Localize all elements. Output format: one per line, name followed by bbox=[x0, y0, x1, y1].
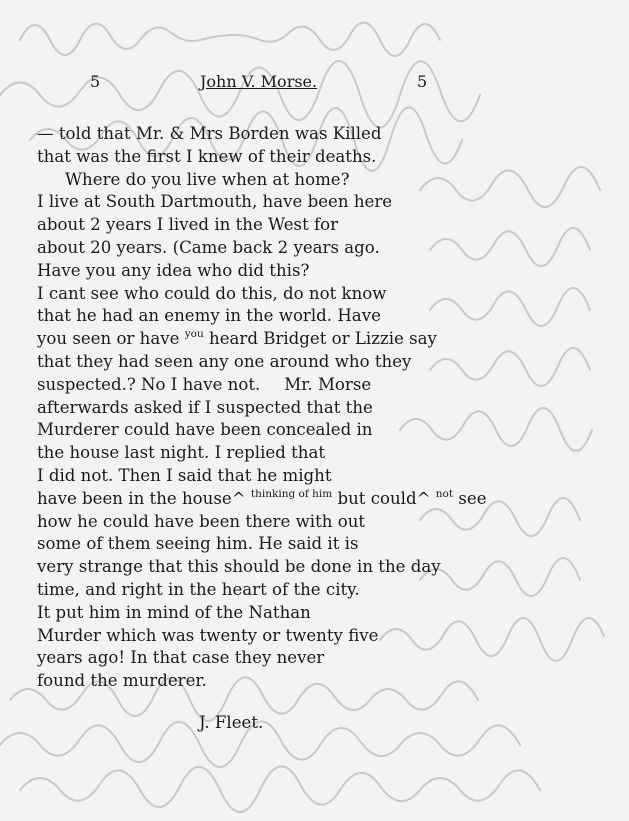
text-line bbox=[37, 488, 622, 511]
text-line: some of them seeing him. He said it is bbox=[37, 534, 359, 554]
text-segment: have been in the house^ bbox=[37, 488, 246, 508]
page-number-right: 5 bbox=[417, 72, 428, 91]
text-line: I live at South Dartmouth, have been here bbox=[37, 192, 393, 212]
text-segment: but could^ bbox=[337, 488, 431, 508]
text-line: Murderer could have been concealed in bbox=[37, 420, 373, 440]
text-line: the house last night. I replied that bbox=[37, 443, 326, 463]
text-line: found the murderer. bbox=[37, 671, 207, 691]
text-segment: suspected.? No I have not. bbox=[37, 374, 261, 394]
text-line bbox=[37, 328, 622, 351]
signature: J. Fleet. bbox=[199, 713, 264, 732]
text-line: very strange that this should be done in the day bbox=[37, 557, 441, 577]
text-line: time, and right in the heart of the city. bbox=[37, 579, 360, 599]
transcript-body bbox=[37, 123, 622, 693]
text-line: how he could have been there with out bbox=[37, 511, 366, 531]
text-line: that was the first I knew of their deaths. bbox=[37, 146, 377, 166]
text-line: I cant see who could do this, do not know bbox=[37, 283, 387, 303]
text-line: about 20 years. (Came back 2 years ago. bbox=[37, 237, 380, 257]
interlinear-insertion: not bbox=[435, 487, 454, 500]
interlinear-insertion: you bbox=[184, 328, 204, 341]
text-line: It put him in mind of the Nathan bbox=[37, 602, 311, 622]
text-line: about 2 years I lived in the West for bbox=[37, 215, 339, 235]
text-segment: you seen or have bbox=[37, 329, 180, 349]
text-segment: Mr. Morse bbox=[284, 374, 372, 394]
text-line bbox=[37, 374, 622, 397]
page-number-left: 5 bbox=[90, 72, 101, 91]
text-line: — told that Mr. & Mrs Borden was Killed bbox=[37, 124, 382, 143]
interlinear-insertion: thinking of him bbox=[250, 487, 333, 500]
text-line: years ago! In that case they never bbox=[37, 648, 325, 668]
page-header bbox=[0, 72, 629, 94]
text-line: that he had an enemy in the world. Have bbox=[37, 306, 381, 326]
text-segment: heard Bridget or Lizzie say bbox=[209, 329, 437, 349]
text-line: Murder which was twenty or twenty five bbox=[37, 625, 379, 645]
text-line: afterwards asked if I suspected that the bbox=[37, 397, 373, 417]
text-line: that they had seen any one around who they bbox=[37, 351, 412, 371]
text-line: Where do you live when at home? bbox=[65, 169, 350, 189]
text-segment: see bbox=[458, 488, 487, 508]
page-title: John V. Morse. bbox=[200, 72, 318, 91]
text-line: I did not. Then I said that he might bbox=[37, 465, 332, 485]
text-line: Have you any idea who did this? bbox=[37, 260, 310, 280]
